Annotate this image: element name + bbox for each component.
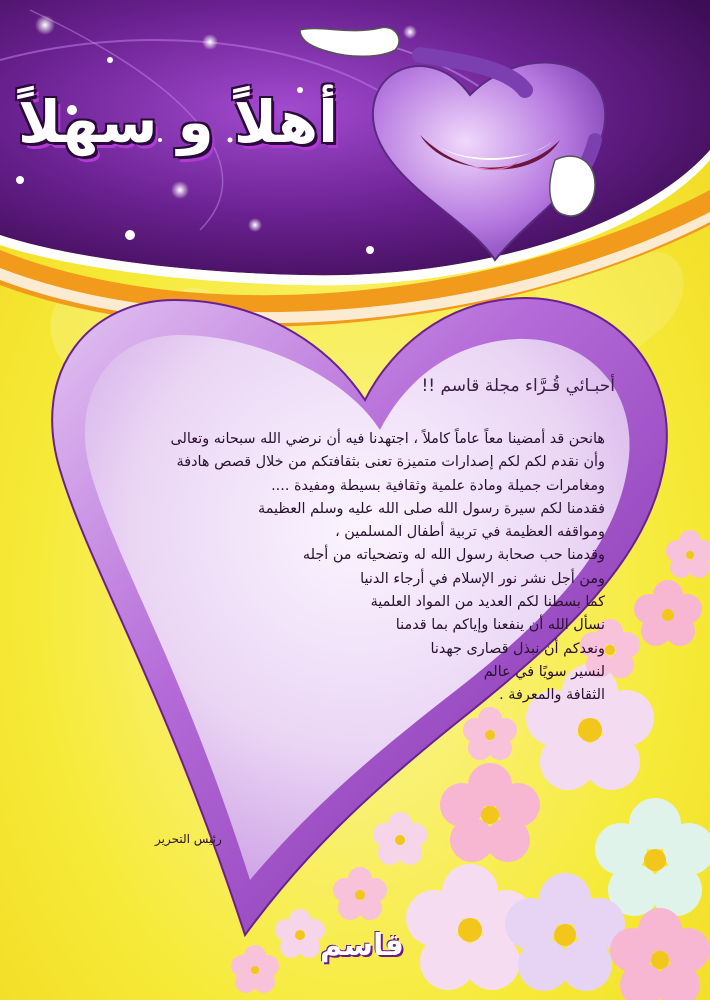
letter-line: كما بسطنا لكم العديد من المواد العلمية (370, 594, 605, 611)
letter-lines (105, 428, 605, 708)
letter-line: نسأل الله أن ينفعنا وإياكم بما قدمنا (395, 617, 605, 634)
letter-line: فقدمنا لكم سيرة رسول الله صلى الله عليه وسلم العظيمة (258, 500, 605, 517)
page-title: أهلاً و سهلاً (18, 88, 338, 156)
letter-line: الثقافة والمعرفة . (499, 687, 605, 704)
greeting: أحبـائي قُـرَّاء مجلة قاسم !! (421, 376, 615, 396)
letter-line: ومواقفه العظيمة في تربية أطفال المسلمين ، (335, 524, 605, 541)
letter-line: ومن أجل نشر نور الإسلام في أرجاء الدنيا (360, 570, 605, 587)
letter-line: ومغامرات جميلة ومادة علمية وثقافية بسيطة ومفيدة .... (271, 477, 605, 494)
magazine-logo: قاسم (320, 928, 404, 963)
letter-line: وأن نقدم لكم لكم إصدارات متميزة تعنى بثقافتكم من خلال قصص هادفة (176, 454, 605, 471)
letter-line: هانحن قد أمضينا معاً عاماً كاملاً ، اجتهدنا فيه أن نرضي الله سبحانه وتعالى (170, 431, 605, 447)
letter-line: وقدمنا حب صحابة رسول الله له وتضحياته من أجله (302, 547, 605, 564)
letter-line: لنسير سويًا في عالم (483, 663, 605, 680)
letter-line: ونعدكم أن نبذل قصارى جهدنا (430, 640, 605, 657)
signature: رئيس التحرير (155, 832, 222, 846)
